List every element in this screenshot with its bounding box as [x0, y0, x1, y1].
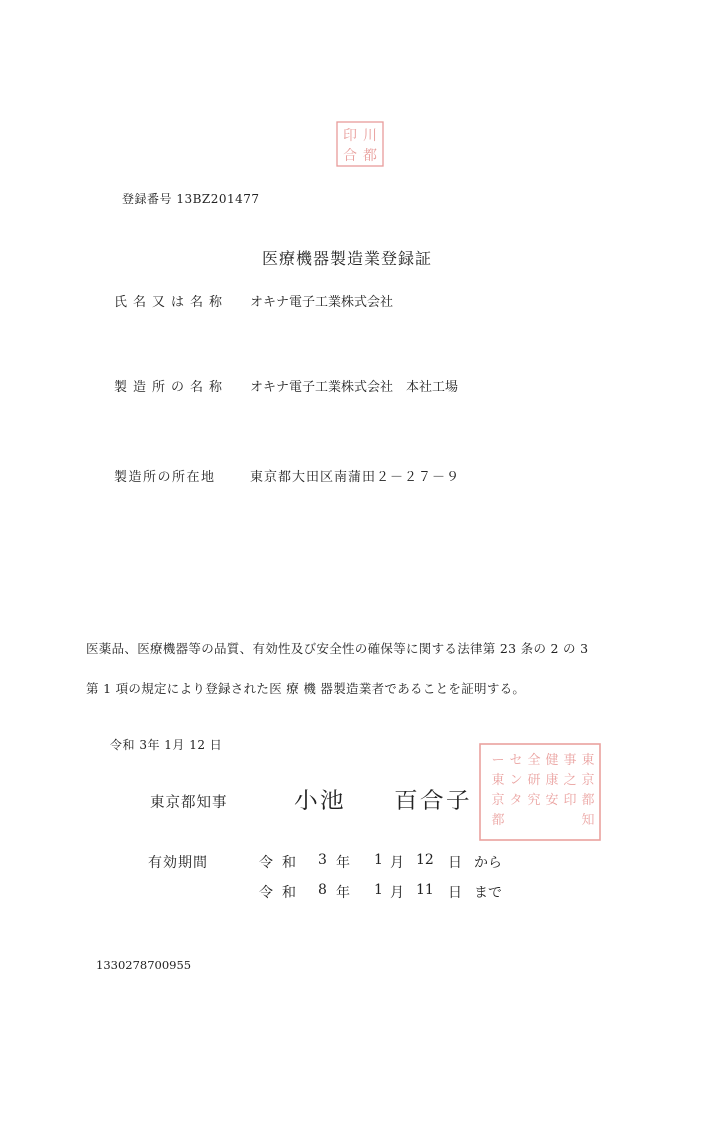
certification-text-line-2: 第 1 項の規定により登録された医 療 機 器製造業者であることを証明する。 — [86, 681, 526, 696]
validity-from-day-unit: 日 — [448, 855, 462, 871]
stamp-seal-top-glyph: 合 — [343, 148, 357, 164]
issue-date: 令和 3年 1月 12 日 — [110, 738, 223, 752]
governor-seal-glyph: タ — [509, 793, 523, 808]
validity-from-era-1: 令 — [259, 855, 273, 871]
validity-to-suffix: まで — [474, 885, 502, 901]
validity-from-month: 1 — [374, 852, 383, 868]
stamp-seal-top-glyph: 印 — [343, 128, 357, 144]
governor-seal-glyph: 都 — [581, 793, 595, 808]
field-label-facility-name: 製造所の名称 — [114, 380, 229, 395]
governor-given-name: 百合子 — [394, 789, 472, 814]
validity-from-month-unit: 月 — [390, 855, 404, 871]
validity-from-suffix: から — [474, 855, 502, 871]
document-id: 1330278700955 — [96, 958, 192, 972]
field-value-name: オキナ電子工業株式会社 — [250, 295, 394, 310]
validity-from-year: 3 — [318, 852, 327, 868]
governor-seal-glyph: 東 — [491, 773, 505, 788]
validity-to-era-2: 和 — [282, 885, 296, 901]
validity-from-era-2: 和 — [282, 855, 296, 871]
governor-seal-glyph: 全 — [527, 753, 541, 768]
validity-to-month-unit: 月 — [390, 885, 404, 901]
governor-seal-glyph: 京 — [581, 773, 595, 788]
validity-to-day-unit: 日 — [448, 885, 462, 901]
governor-title: 東京都知事 — [150, 795, 228, 811]
stamp-seal-top-glyph: 川 — [363, 128, 377, 144]
registration-number: 登録番号 13BZ201477 — [122, 192, 260, 206]
certificate-title: 医療機器製造業登録証 — [262, 249, 433, 268]
field-value-facility-name: オキナ電子工業株式会社 本社工場 — [250, 380, 459, 395]
governor-seal-glyph: 東 — [581, 753, 595, 768]
governor-seal-glyph: 印 — [563, 793, 577, 808]
governor-seal-glyph: 究 — [527, 793, 541, 808]
field-label-facility-address: 製造所の所在地 — [114, 470, 216, 485]
governor-seal-glyph: ー — [491, 753, 505, 768]
governor-seal-glyph: 研 — [527, 773, 541, 788]
field-value-facility-address: 東京都大田区南蒲田２－２７－９ — [250, 470, 461, 485]
stamp-seal-top-glyph: 都 — [363, 148, 377, 164]
validity-to-era-1: 令 — [259, 885, 273, 901]
governor-seal-glyph: 事 — [563, 753, 577, 768]
governor-seal — [478, 742, 602, 842]
validity-from-day: 12 — [416, 852, 434, 868]
validity-to-year: 8 — [318, 882, 327, 898]
certification-text-line-1: 医薬品、医療機器等の品質、有効性及び安全性の確保等に関する法律第 23 条の 2 の 3 — [86, 641, 589, 656]
governor-seal-glyph: 安 — [545, 793, 559, 808]
validity-from-year-unit: 年 — [336, 855, 350, 871]
governor-surname: 小池 — [294, 789, 346, 814]
governor-seal-glyph: 知 — [581, 813, 595, 828]
validity-to-day: 11 — [416, 882, 434, 898]
governor-seal-glyph: 京 — [491, 793, 505, 808]
validity-to-year-unit: 年 — [336, 885, 350, 901]
governor-seal-glyph: 健 — [545, 753, 559, 768]
governor-seal-glyph: 都 — [491, 813, 505, 828]
field-label-name: 氏名又は名称 — [114, 295, 229, 310]
governor-seal-glyph: 之 — [563, 773, 577, 788]
validity-to-month: 1 — [374, 882, 383, 898]
stamp-seal-top — [335, 120, 385, 168]
governor-seal-glyph: 康 — [545, 773, 559, 788]
validity-label: 有効期間 — [148, 855, 208, 871]
governor-seal-glyph: ン — [509, 773, 523, 788]
governor-seal-glyph: セ — [509, 753, 523, 768]
